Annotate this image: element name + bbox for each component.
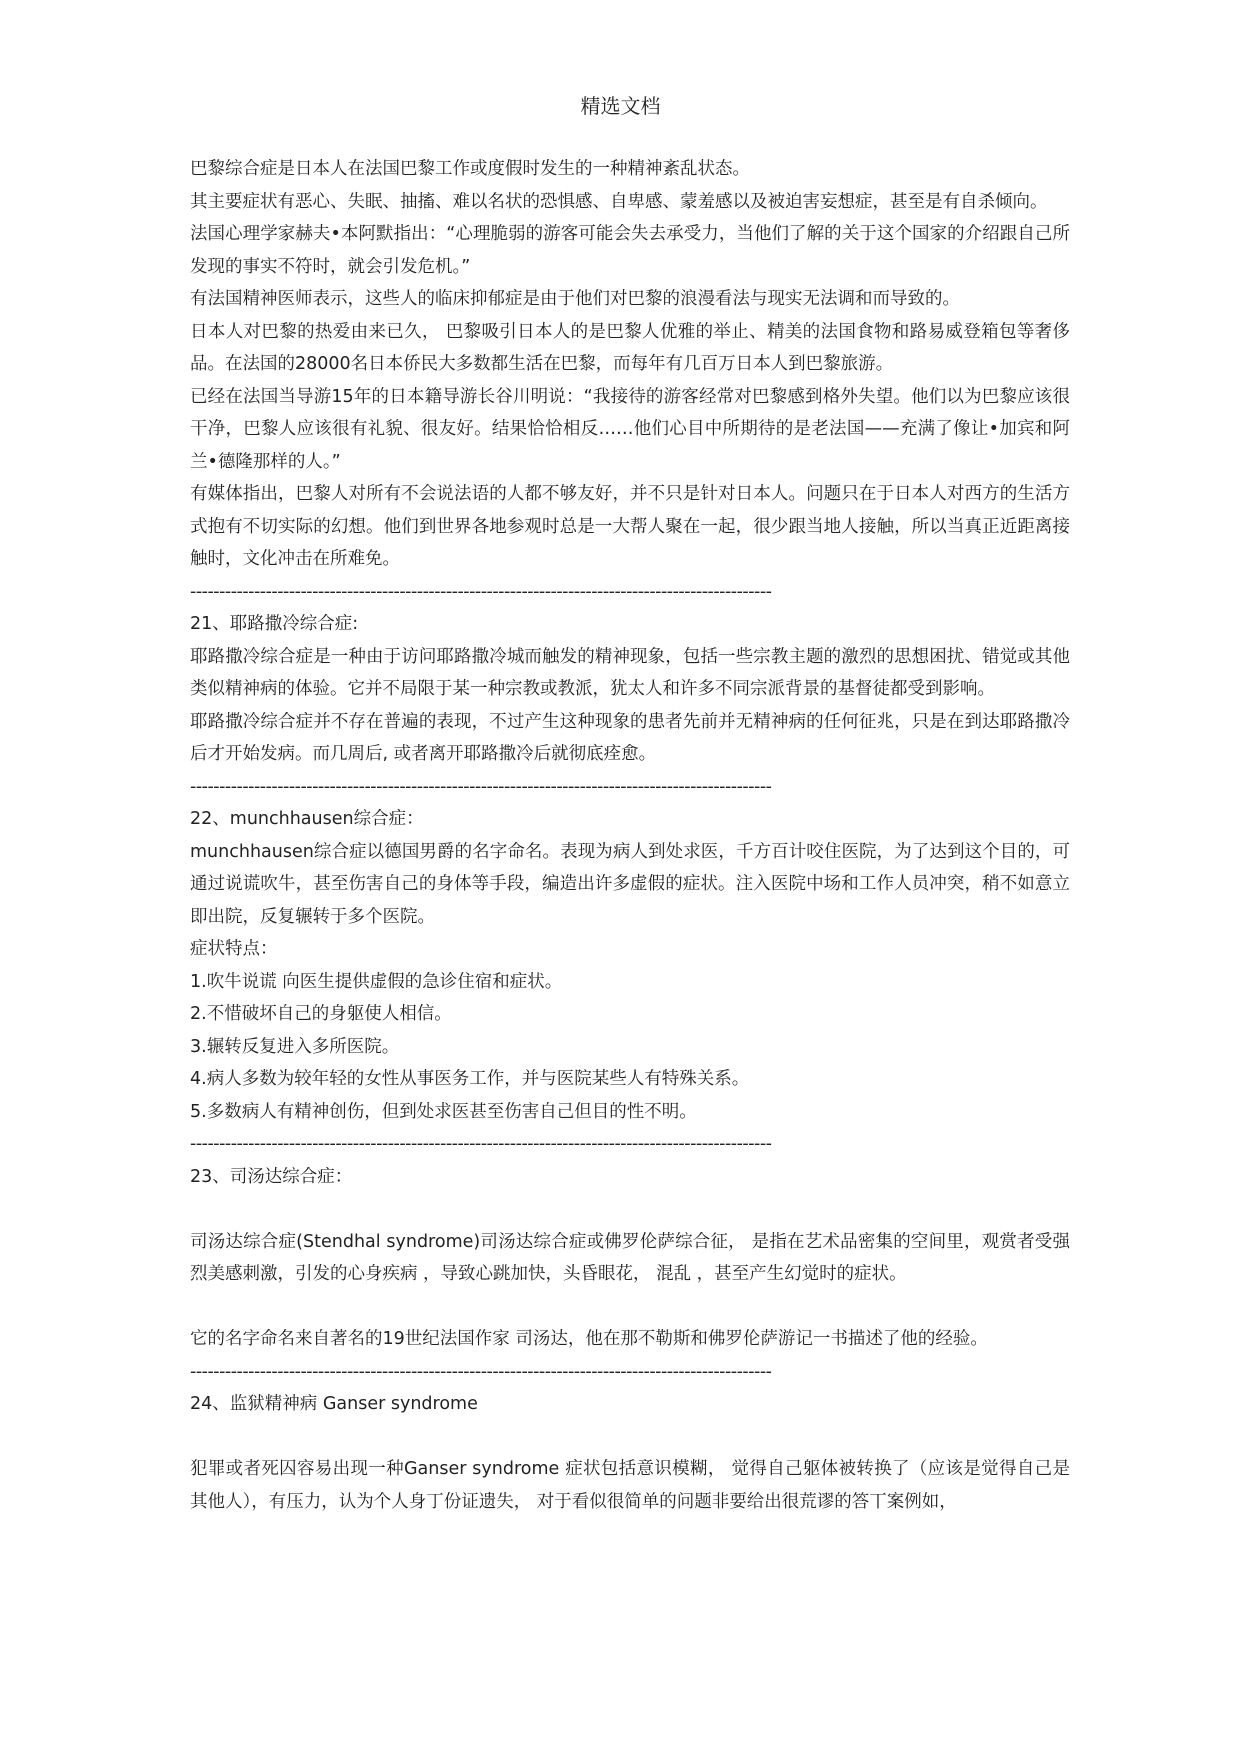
list-item: 2.不惜破坏自己的身躯使人相信。 (190, 1004, 452, 1024)
blank-line (190, 1193, 1070, 1226)
paragraph: 犯罪或者死囚容易出现一种Ganser syndrome 症状包括意识模糊， 觉得自己躯体被转换了（应该是觉得自己是其他人），有压力，认为个人身丁份证遗失， 对于看似很简单的问题非要给出很荒谬的答丅案例如， (190, 1459, 1070, 1512)
paragraph: 有媒体指出，巴黎人对所有不会说法语的人都不够友好，并不只是针对日本人。问题只在于日本人对西方的生活方式抱有不切实际的幻想。他们到世界各地参观时总是一大帮人聚在一起，很少跟当地人接触，所以当真正近距离接触时，文化冲击在所难免。 (190, 484, 1070, 569)
list-item: 1.吹牛说谎 向医生提供虚假的急诊住宿和症状。 (190, 971, 563, 992)
paragraph: 法国心理学家赫夫•本阿默指出：“心理脆弱的游客可能会失去承受力，当他们了解的关于这个国家的介绍跟自己所发现的事实不符时，就会引发危机。” (190, 224, 1070, 277)
paragraph: 它的名字命名来自著名的19世纪法国作家 司汤达，他在那不勒斯和佛罗伦萨游记一书描述了他的经验。 (190, 1329, 988, 1349)
paragraph: 日本人对巴黎的热爱由来已久， 巴黎吸引日本人的是巴黎人优雅的举止、精美的法国食物和路易威登箱包等奢侈品。在法国的28000名日本侨民大多数都生活在巴黎，而每年有几百万日本人到巴黎旅游。 (190, 321, 1070, 374)
paragraph: 有法国精神医师表示，这些人的临床抑郁症是由于他们对巴黎的浪漫看法与现实无法调和而导致的。 (190, 289, 960, 309)
blank-line (190, 1291, 1070, 1324)
paragraph: 其主要症状有恶心、失眠、抽搐、难以名状的恐惧感、自卑感、蒙羞感以及被迫害妄想症，甚至是有自杀倾向。 (190, 191, 1048, 212)
paragraph: 耶路撒冷综合症是一种由于访问耶路撒冷城而触发的精神现象，包括一些宗教主题的激烈的思想困扰、错觉或其他类似精神病的体验。它并不局限于某一种宗教或教派，犹太人和许多不同宗派背景的基督徒都受到影响。 (190, 646, 1070, 699)
section-heading: 22、munchhausen综合症： (190, 809, 424, 829)
section-separator: ---------------------------------------------------------------------------------------------------- (190, 1361, 772, 1382)
paragraph: 已经在法国当导游15年的日本籍导游长谷川明说：“我接待的游客经常对巴黎感到格外失望。他们以为巴黎应该很干净，巴黎人应该很有礼貌、很友好。结果恰恰相反……他们心目中所期待的是老法国——充满了像让•加宾和阿兰•德隆那样的人。” (190, 386, 1070, 472)
page-header-title: 精选文档 (580, 94, 661, 118)
paragraph: 巴黎综合症是日本人在法国巴黎工作或度假时发生的一种精神紊乱状态。 (190, 159, 750, 179)
list-item: 4.病人多数为较年轻的女性从事医务工作，并与医院某些人有特殊关系。 (190, 1069, 750, 1089)
section-heading: 23、司汤达综合症： (190, 1166, 353, 1187)
section-separator: ---------------------------------------------------------------------------------------------------- (190, 1134, 772, 1154)
list-item: 3.辗转反复进入多所医院。 (190, 1036, 400, 1057)
paragraph: 症状特点： (190, 939, 278, 959)
blank-line (190, 1421, 1070, 1454)
paragraph: 耶路撒冷综合症并不存在普遍的表现，不过产生这种现象的患者先前并无精神病的任何征兆，只是在到达耶路撒冷后才开始发病。而几周后, 或者离开耶路撒冷后就彻底痊愈。 (190, 711, 1070, 764)
section-heading: 24、监狱精神病 Ganser syndrome (190, 1394, 478, 1414)
paragraph: munchhausen综合症以德国男爵的名字命名。表现为病人到处求医，千方百计咬住医院，为了达到这个目的，可通过说谎吹牛，甚至伤害自己的身体等手段，编造出许多虚假的症状。注入医院中场和工作人员冲突，稍不如意立即出院，反复辗转于多个医院。 (190, 841, 1070, 927)
section-separator: ---------------------------------------------------------------------------------------------------- (190, 776, 772, 797)
section-heading: 21、耶路撒冷综合症: (190, 614, 359, 634)
list-item: 5.多数病人有精神创伤，但到处求医甚至伤害自己但目的性不明。 (190, 1101, 697, 1122)
paragraph: 司汤达综合症(Stendhal syndrome)司汤达综合症或佛罗伦萨综合征， 是指在艺术品密集的空间里，观赏者受强烈美感刺激，引发的心身疾病 ，导致心跳加快，头昏眼花， 混乱 ，甚至产生幻觉时的症状。 (190, 1231, 1070, 1284)
section-separator: ---------------------------------------------------------------------------------------------------- (190, 581, 772, 602)
document-body (190, 153, 1070, 1518)
